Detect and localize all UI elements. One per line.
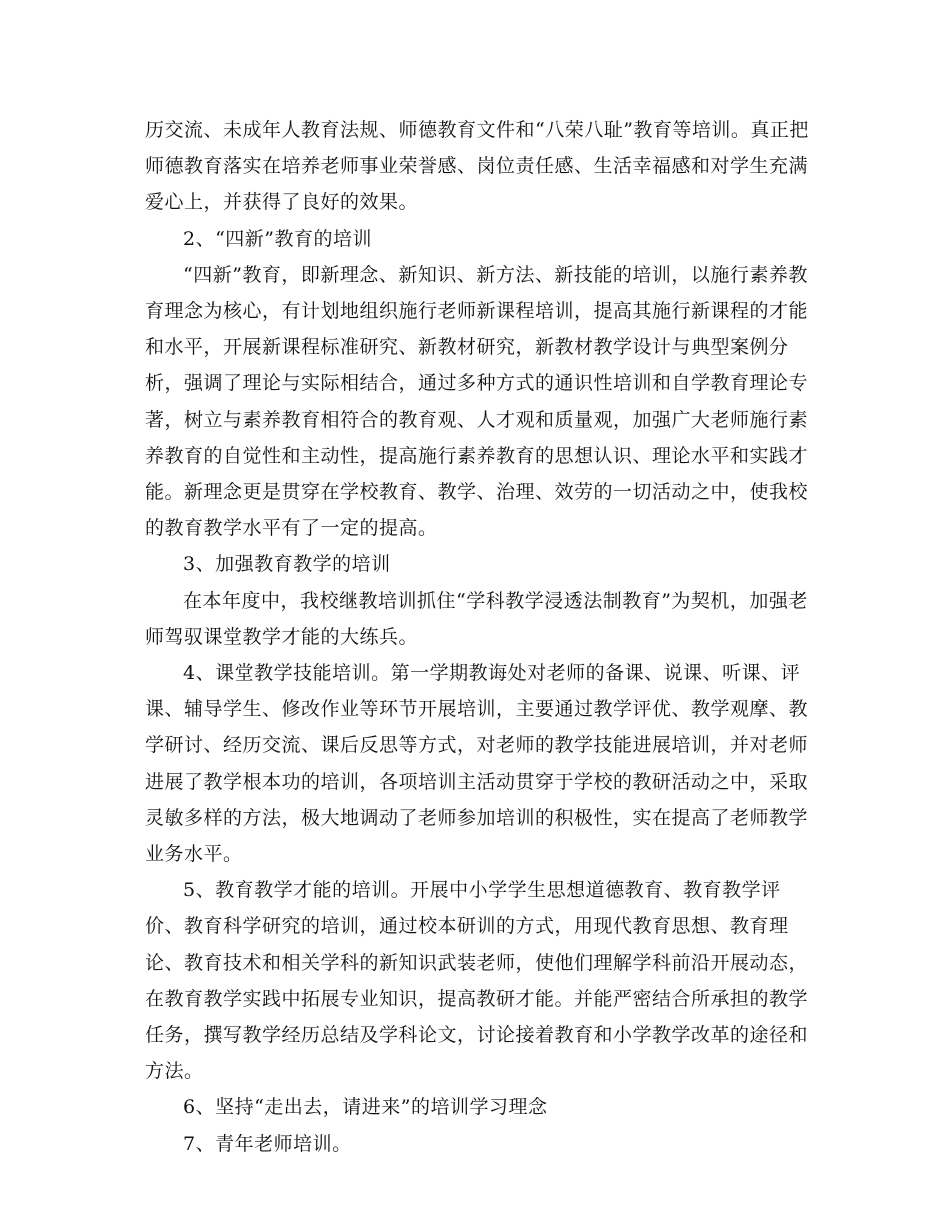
paragraph-continuation: 历交流、未成年人教育法规、师德教育文件和“八荣八耻”教育等培训。真正把师德教育落实在培养老师事业荣誉感、岗位责任感、生活幸福感和对学生充满爱心上，并获得了良好的效果。 [145,119,809,214]
section-heading-teaching: 3、加强教育教学的培训 [183,553,391,576]
section-heading-go-out: 6、坚持“走出去，请进来”的培训学习理念 [183,1096,548,1119]
paragraph-classroom-skills: 4、课堂教学技能培训。第一学期教诲处对老师的备课、说课、听课、评课、辅导学生、修改作业等环节开展培训，主要通过教学评优、教学观摩、教学研讨、经历交流、课后反思等方式，对老师的教学技能进展培训，并对老师进展了教学根本功的培训，各项培训主活动贯穿于学校的教研活动之中，采取灵敏多样的方法，极大地调动了老师参加培训的积极性，实在提高了老师教学业务水平。 [145,662,809,866]
document-body [145,112,810,1162]
paragraph-teaching-ability: 5、教育教学才能的培训。开展中小学学生思想道德教育、教育教学评价、教育科学研究的培训，通过校本研训的方式，用现代教育思想、教育理论、教育技术和相关学科的新知识武装老师，使他们理解学科前沿开展动态，在教育教学实践中拓展专业知识，提高教研才能。并能严密结合所承担的教学任务，撰写教学经历总结及学科论文，讨论接着教育和小学教学改革的途径和方法。 [145,879,809,1083]
section-heading-four-new: 2、“四新”教育的培训 [183,227,373,250]
paragraph-four-new: “四新”教育，即新理念、新知识、新方法、新技能的培训，以施行素养教育理念为核心，有计划地组织施行老师新课程培训，提高其施行新课程的才能和水平，开展新课程标准研究、新教材研究，新教材教学设计与典型案例分析，强调了理论与实际相结合，通过多种方式的通识性培训和自学教育理论专著，树立与素养教育相符合的教育观、人才观和质量观，加强广大老师施行素养教育的自觉性和主动性，提高施行素养教育的思想认识、理论水平和实践才能。新理念更是贯穿在学校教育、教学、治理、效劳的一切活动之中，使我校的教育教学水平有了一定的提高。 [145,263,809,540]
section-heading-young-teachers: 7、青年老师培训。 [183,1132,352,1155]
paragraph-teaching: 在本年度中，我校继教培训抓住“学科教学浸透法制教育”为契机，加强老师驾驭课堂教学才能的大练兵。 [145,589,808,648]
